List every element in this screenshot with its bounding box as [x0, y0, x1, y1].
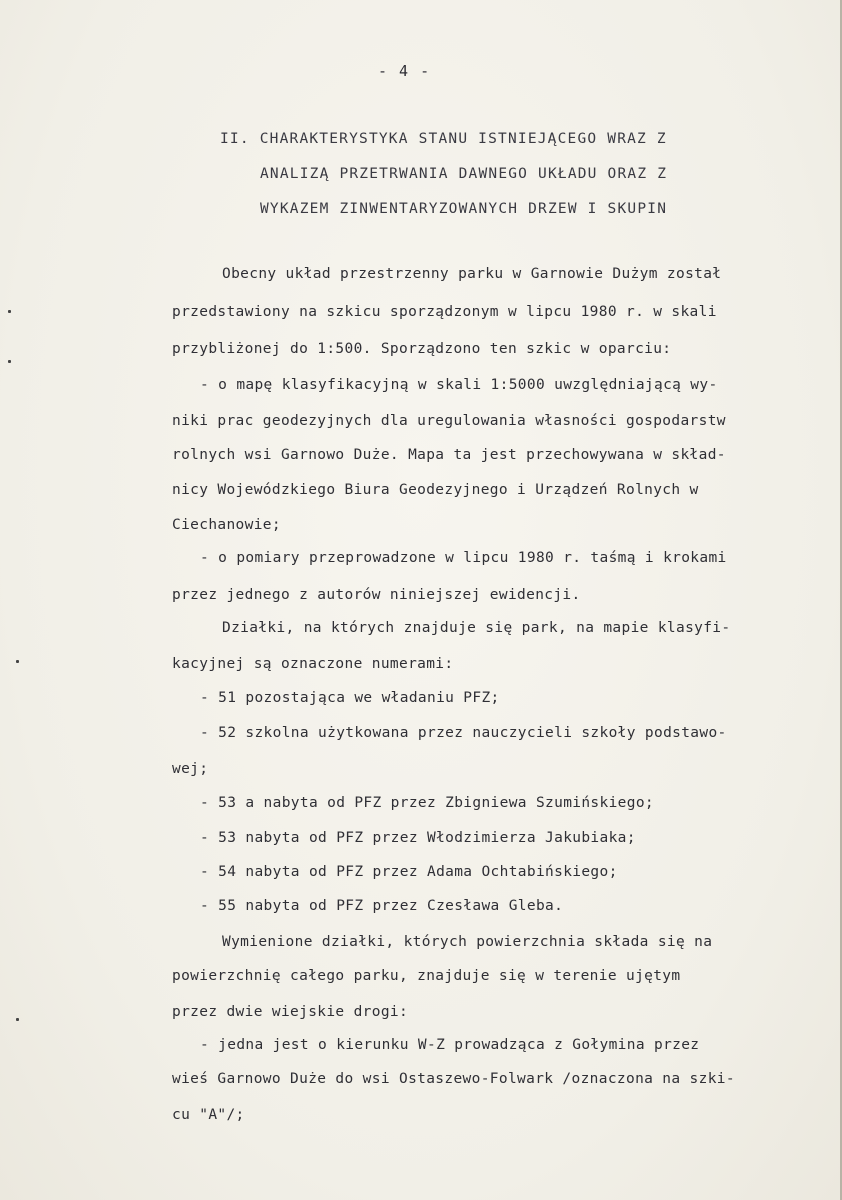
- body-line: - 53 a nabyta od PFZ przez Zbigniewa Szumińskiego;: [200, 795, 654, 811]
- body-line: rolnych wsi Garnowo Duże. Mapa ta jest przechowywana w skład-: [172, 447, 726, 463]
- scan-speck: [8, 310, 11, 313]
- scan-speck: [16, 660, 19, 663]
- body-line: przez dwie wiejskie drogi:: [172, 1004, 409, 1020]
- body-line: Ciechanowie;: [172, 517, 281, 533]
- section-heading-line-3: WYKAZEM ZINWENTARYZOWANYCH DRZEW I SKUPIN: [260, 201, 668, 217]
- page-number: - 4 -: [378, 62, 431, 80]
- body-line: Wymienione działki, których powierzchnia składa się na: [222, 934, 713, 950]
- body-line: Działki, na których znajduje się park, na mapie klasyfi-: [222, 620, 731, 636]
- body-line: - 53 nabyta od PFZ przez Włodzimierza Jakubiaka;: [200, 830, 636, 846]
- body-line: - 51 pozostająca we władaniu PFZ;: [200, 690, 500, 706]
- body-line: nicy Wojewódzkiego Biura Geodezyjnego i Urządzeń Rolnych w: [172, 482, 699, 498]
- body-line: - o mapę klasyfikacyjną w skali 1:5000 uwzględniającą wy-: [200, 377, 718, 393]
- body-line: - 52 szkolna użytkowana przez nauczycieli szkoły podstawo-: [200, 725, 727, 741]
- body-line: przybliżonej do 1:500. Sporządzono ten szkic w oparciu:: [172, 341, 672, 357]
- scan-speck: [8, 360, 11, 363]
- body-line: kacyjnej są oznaczone numerami:: [172, 656, 454, 672]
- scan-speck: [16, 1018, 19, 1021]
- section-heading-line-2: ANALIZĄ PRZETRWANIA DAWNEGO UKŁADU ORAZ Z: [260, 166, 668, 182]
- body-line: przez jednego z autorów niniejszej ewidencji.: [172, 587, 581, 603]
- body-line: - 54 nabyta od PFZ przez Adama Ochtabińskiego;: [200, 864, 618, 880]
- body-line: - o pomiary przeprowadzone w lipcu 1980 r. taśmą i krokami: [200, 550, 727, 566]
- body-line: Obecny układ przestrzenny parku w Garnowie Dużym został: [222, 266, 722, 282]
- body-line: - 55 nabyta od PFZ przez Czesława Gleba.: [200, 898, 564, 914]
- body-line: przedstawiony na szkicu sporządzonym w lipcu 1980 r. w skali: [172, 304, 717, 320]
- body-line: powierzchnię całego parku, znajduje się w terenie ujętym: [172, 968, 681, 984]
- body-line: wieś Garnowo Duże do wsi Ostaszewo-Folwark /oznaczona na szki-: [172, 1071, 735, 1087]
- body-line: niki prac geodezyjnych dla uregulowania własności gospodarstw: [172, 413, 726, 429]
- body-line: wej;: [172, 761, 209, 777]
- section-heading-line-1: II. CHARAKTERYSTYKA STANU ISTNIEJĄCEGO WRAZ Z: [220, 131, 667, 147]
- body-line: - jedna jest o kierunku W-Z prowadząca z Gołymina przez: [200, 1037, 700, 1053]
- body-line: cu "A"/;: [172, 1107, 245, 1123]
